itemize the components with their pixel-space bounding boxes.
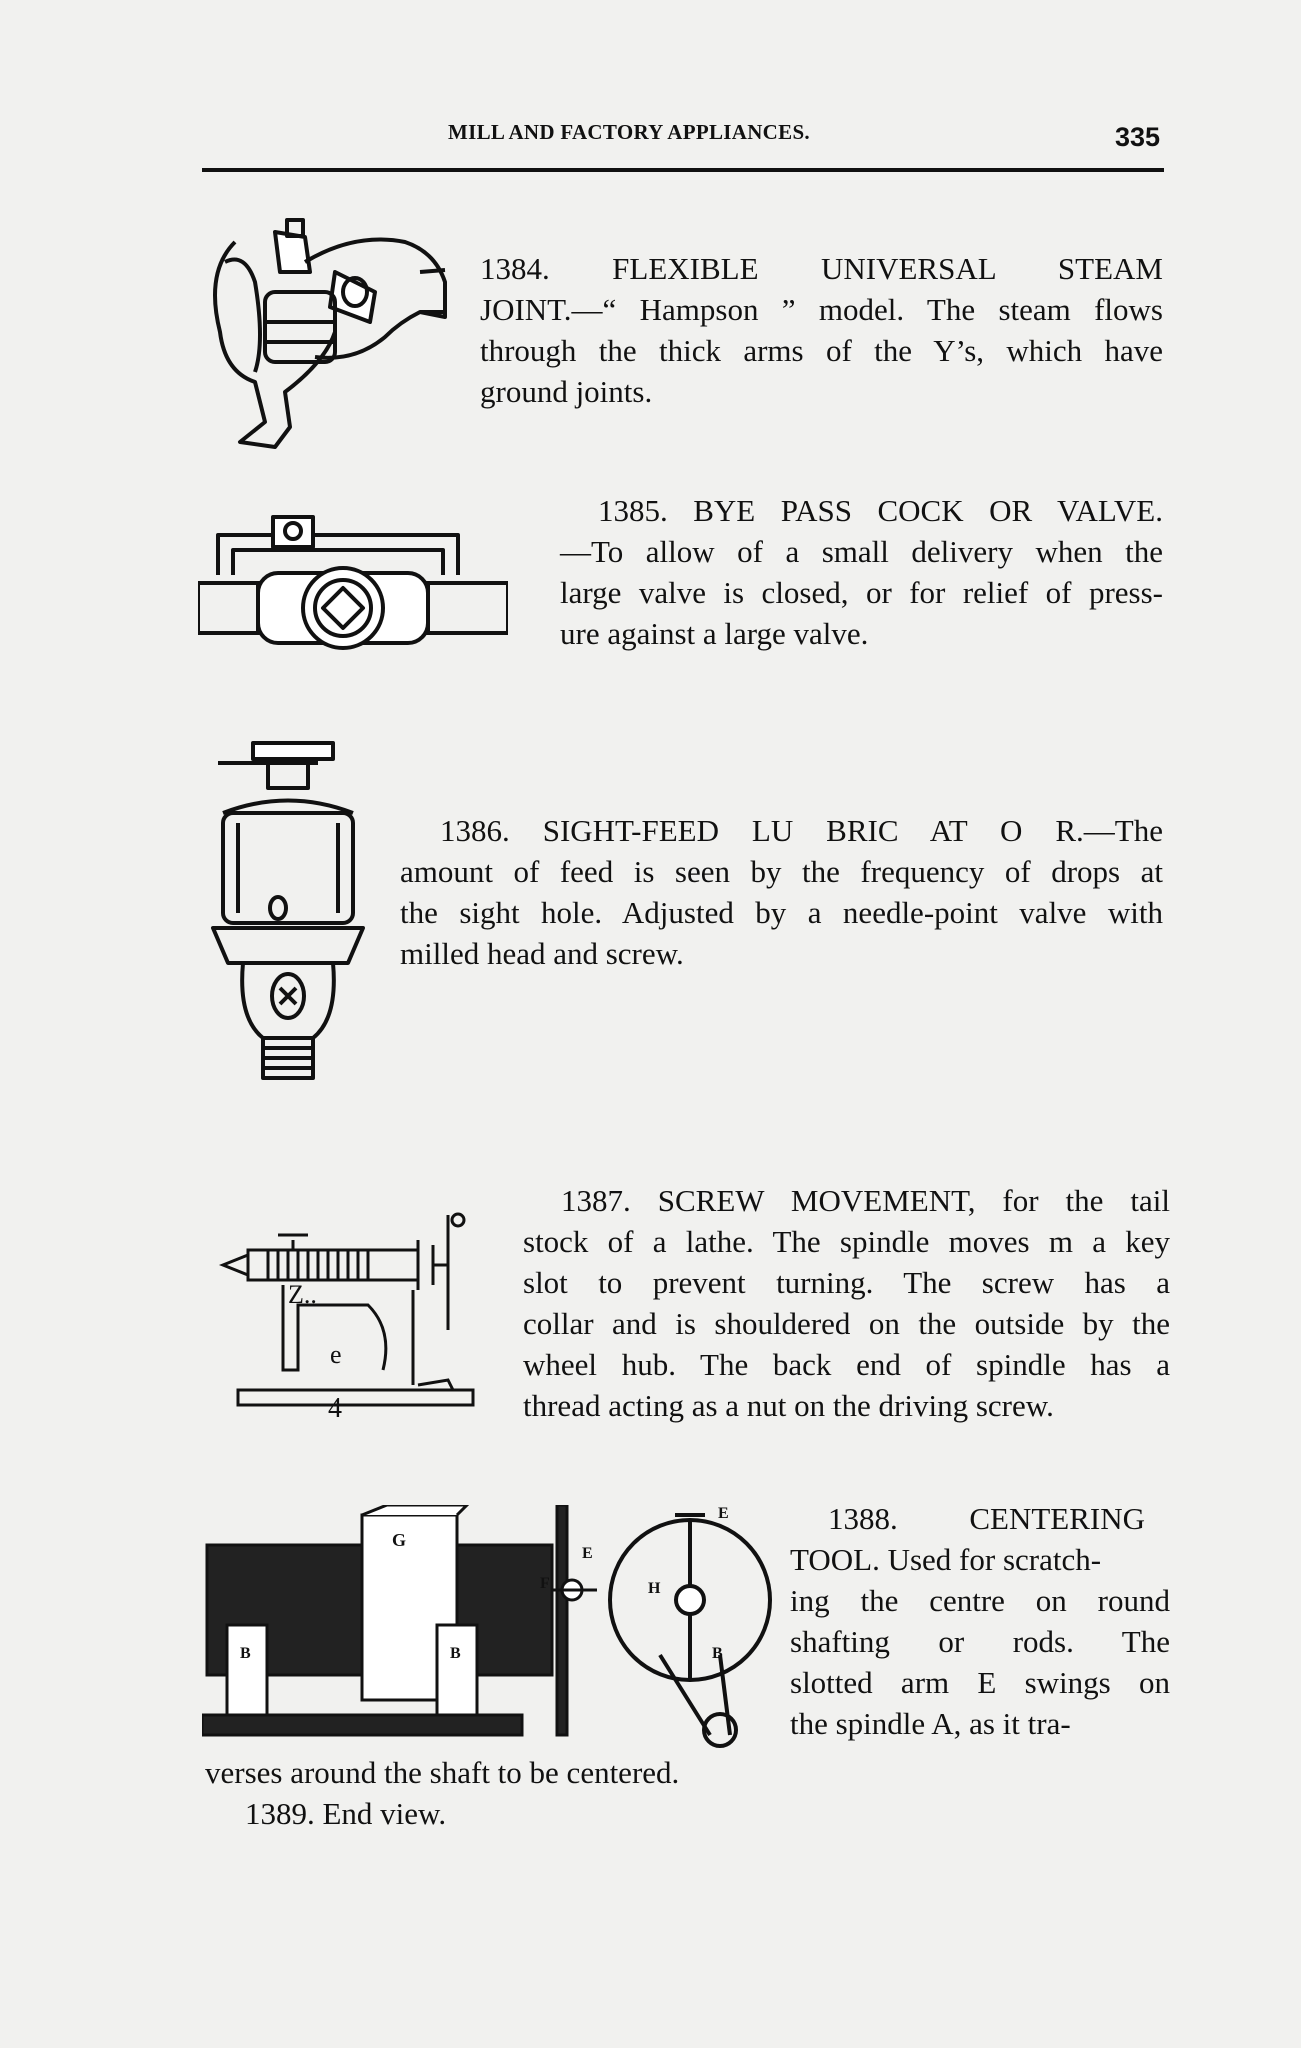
entry-1388 [790,1498,1170,1744]
entry-line: TOOL. Used for scratch- [790,1542,1102,1577]
entry-line: wheel hub. The back end of spindle has a [523,1347,1170,1382]
entry-line: —To allow of a small delivery when the [560,534,1163,569]
figure-1385-bypass-valve [198,505,508,655]
tool-label-b2: B [450,1645,461,1662]
entry-line: the spindle A, as it tra- [790,1706,1071,1741]
entry-line: shafting or rods. The [790,1624,1170,1659]
screw-label-z: Z.. [288,1280,317,1309]
entry-1387 [523,1180,1170,1426]
entry-line: 1384. FLEXIBLE UNIVERSAL STEAM [480,251,1163,286]
entry-line: thread acting as a nut on the driving screw. [523,1388,1054,1423]
end-label-h: H [648,1580,661,1597]
entry-1385 [560,490,1163,654]
figure-1386-lubricator [208,738,368,1088]
entry-1384 [480,248,1163,412]
entry-line: ure against a large valve. [560,616,869,651]
header-rule [202,168,1164,172]
entry-1388-continuation [205,1752,1105,1793]
entry-1386 [400,810,1163,974]
entry-line: ing the centre on round [790,1583,1170,1618]
entry-line: slot to prevent turning. The screw has a [523,1265,1170,1300]
tool-label-g: G [392,1530,407,1550]
end-label-b: B [712,1645,723,1662]
entry-line: verses around the shaft to be centered. [205,1755,680,1790]
entry-line: slotted arm E swings on [790,1665,1170,1700]
entry-line: collar and is shouldered on the outside by the [523,1306,1170,1341]
entry-line: the sight hole. Adjusted by a needle-point valve with [400,895,1163,930]
figure-1387-screw-movement [218,1210,478,1430]
figure-1389-end-view [600,1505,780,1755]
bleed-through-marks [0,0,1,1]
screw-label-e: e [330,1340,342,1369]
entry-line: ground joints. [480,374,653,409]
entry-line: milled head and screw. [400,936,684,971]
running-head: MILL AND FACTORY APPLIANCES. [448,120,810,144]
figure-1388-centering-tool [202,1505,602,1755]
entry-line: 1388. CENTERING [828,1501,1145,1536]
figure-1384-steam-joint [195,212,455,452]
entry-line: stock of a lathe. The spindle moves m a key [523,1224,1170,1259]
entry-line: 1387. SCREW MOVEMENT, for the tail [561,1183,1170,1218]
entry-line: 1389. End view. [245,1796,447,1831]
entry-1389 [245,1793,845,1834]
tool-label-f: F [540,1575,550,1592]
page-number: 335 [1115,122,1161,152]
end-label-e: E [718,1505,729,1522]
entry-line: 1386. SIGHT-FEED LU BRIC AT O R.—The [440,813,1163,848]
entry-line: JOINT.—“ Hampson ” model. The steam flows [480,292,1163,327]
screw-label-4: 4 [328,1393,342,1424]
entry-line: amount of feed is seen by the frequency of drops at [400,854,1163,889]
entry-line: large valve is closed, or for relief of press- [560,575,1163,610]
entry-line: through the thick arms of the Y’s, which have [480,333,1163,368]
entry-line: 1385. BYE PASS COCK OR VALVE. [598,493,1163,528]
tool-label-e: E [582,1545,593,1562]
tool-label-b1: B [240,1645,251,1662]
